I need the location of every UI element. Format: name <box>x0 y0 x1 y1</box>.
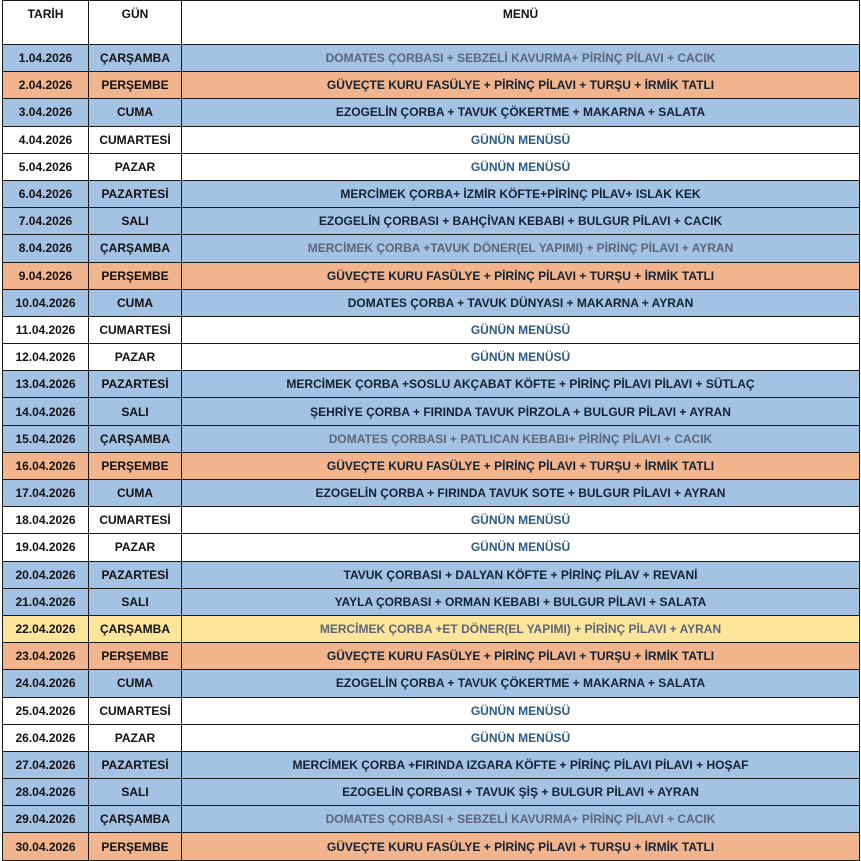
cell-date: 24.04.2026 <box>3 670 89 697</box>
cell-date: 16.04.2026 <box>3 452 89 479</box>
cell-date: 8.04.2026 <box>3 235 89 262</box>
table-row <box>3 235 860 262</box>
cell-menu: MERCİMEK ÇORBA +ET DÖNER(EL YAPIMI) + PİRİNÇ PİLAVI + AYRAN <box>182 615 860 642</box>
cell-day: ÇARŞAMBA <box>89 45 182 72</box>
table-row <box>3 371 860 398</box>
cell-menu: GÜNÜN MENÜSÜ <box>182 153 860 180</box>
cell-menu: GÜNÜN MENÜSÜ <box>182 697 860 724</box>
table-row <box>3 751 860 778</box>
cell-menu: MERCİMEK ÇORBA +SOSLU AKÇABAT KÖFTE + PİRİNÇ PİLAVI PİLAVI + SÜTLAÇ <box>182 371 860 398</box>
table-row <box>3 724 860 751</box>
table-row <box>3 72 860 99</box>
cell-date: 19.04.2026 <box>3 534 89 561</box>
cell-menu: GÜVEÇTE KURU FASÜLYE + PİRİNÇ PİLAVI + TURŞU + İRMİK TATLI <box>182 72 860 99</box>
cell-menu: MERCİMEK ÇORBA+ İZMİR KÖFTE+PİRİNÇ PİLAV+ ISLAK KEK <box>182 180 860 207</box>
table-row <box>3 126 860 153</box>
cell-menu: EZOGELİN ÇORBA + FIRINDA TAVUK SOTE + BULGUR PİLAVI + AYRAN <box>182 480 860 507</box>
cell-menu: GÜNÜN MENÜSÜ <box>182 724 860 751</box>
table-row <box>3 833 860 860</box>
cell-day: PAZAR <box>89 534 182 561</box>
cell-menu: MERCİMEK ÇORBA +FIRINDA IZGARA KÖFTE + PİRİNÇ PİLAVI PİLAVI + HOŞAF <box>182 751 860 778</box>
cell-date: 7.04.2026 <box>3 208 89 235</box>
header-date: TARİH <box>3 1 89 45</box>
cell-menu: YAYLA ÇORBASI + ORMAN KEBABI + BULGUR PİLAVI + SALATA <box>182 588 860 615</box>
table-row <box>3 480 860 507</box>
table-row <box>3 45 860 72</box>
cell-date: 12.04.2026 <box>3 344 89 371</box>
cell-menu: DOMATES ÇORBA + TAVUK DÜNYASI + MAKARNA + AYRAN <box>182 289 860 316</box>
cell-day: SALI <box>89 779 182 806</box>
cell-day: CUMA <box>89 289 182 316</box>
cell-date: 17.04.2026 <box>3 480 89 507</box>
cell-day: PAZARTESİ <box>89 371 182 398</box>
cell-date: 3.04.2026 <box>3 99 89 126</box>
menu-rows <box>3 45 860 861</box>
menu-table <box>2 0 860 861</box>
table-row <box>3 99 860 126</box>
cell-day: ÇARŞAMBA <box>89 806 182 833</box>
cell-menu: DOMATES ÇORBASI + SEBZELİ KAVURMA+ PİRİNÇ PİLAVI + CACIK <box>182 45 860 72</box>
table-row <box>3 534 860 561</box>
cell-day: SALI <box>89 208 182 235</box>
cell-date: 4.04.2026 <box>3 126 89 153</box>
table-row <box>3 262 860 289</box>
cell-menu: TAVUK ÇORBASI + DALYAN KÖFTE + PİRİNÇ PİLAV + REVANİ <box>182 561 860 588</box>
cell-day: PERŞEMBE <box>89 452 182 479</box>
cell-menu: DOMATES ÇORBASI + SEBZELİ KAVURMA+ PİRİNÇ PİLAVI + CACIK <box>182 806 860 833</box>
cell-menu: GÜVEÇTE KURU FASÜLYE + PİRİNÇ PİLAVI + TURŞU + İRMİK TATLI <box>182 262 860 289</box>
cell-date: 15.04.2026 <box>3 425 89 452</box>
table-row <box>3 180 860 207</box>
cell-menu: GÜNÜN MENÜSÜ <box>182 344 860 371</box>
table-row <box>3 779 860 806</box>
cell-menu: GÜVEÇTE KURU FASÜLYE + PİRİNÇ PİLAVI + TURŞU + İRMİK TATLI <box>182 452 860 479</box>
table-row <box>3 561 860 588</box>
table-row <box>3 507 860 534</box>
cell-date: 27.04.2026 <box>3 751 89 778</box>
cell-day: PAZARTESİ <box>89 561 182 588</box>
cell-day: CUMARTESİ <box>89 697 182 724</box>
cell-date: 23.04.2026 <box>3 643 89 670</box>
table-row <box>3 208 860 235</box>
cell-menu: GÜVEÇTE KURU FASÜLYE + PİRİNÇ PİLAVI + TURŞU + İRMİK TATLI <box>182 643 860 670</box>
cell-date: 28.04.2026 <box>3 779 89 806</box>
cell-menu: GÜNÜN MENÜSÜ <box>182 316 860 343</box>
cell-day: PAZAR <box>89 724 182 751</box>
cell-menu: GÜNÜN MENÜSÜ <box>182 507 860 534</box>
cell-date: 2.04.2026 <box>3 72 89 99</box>
cell-menu: GÜNÜN MENÜSÜ <box>182 126 860 153</box>
cell-day: PERŞEMBE <box>89 643 182 670</box>
table-row <box>3 615 860 642</box>
cell-menu: ŞEHRİYE ÇORBA + FIRINDA TAVUK PİRZOLA + BULGUR PİLAVI + AYRAN <box>182 398 860 425</box>
cell-date: 14.04.2026 <box>3 398 89 425</box>
cell-date: 11.04.2026 <box>3 316 89 343</box>
cell-date: 13.04.2026 <box>3 371 89 398</box>
cell-menu: GÜVEÇTE KURU FASÜLYE + PİRİNÇ PİLAVI + TURŞU + İRMİK TATLI <box>182 833 860 860</box>
cell-menu: EZOGELİN ÇORBASI + TAVUK ŞİŞ + BULGUR PİLAVI + AYRAN <box>182 779 860 806</box>
cell-day: PAZARTESİ <box>89 751 182 778</box>
cell-date: 10.04.2026 <box>3 289 89 316</box>
header-menu: MENÜ <box>182 1 860 45</box>
cell-date: 5.04.2026 <box>3 153 89 180</box>
cell-menu: EZOGELİN ÇORBA + TAVUK ÇÖKERTME + MAKARNA + SALATA <box>182 99 860 126</box>
table-row <box>3 316 860 343</box>
cell-day: CUMA <box>89 480 182 507</box>
cell-date: 20.04.2026 <box>3 561 89 588</box>
table-row <box>3 806 860 833</box>
cell-date: 18.04.2026 <box>3 507 89 534</box>
table-row <box>3 643 860 670</box>
cell-day: CUMARTESİ <box>89 507 182 534</box>
cell-day: SALI <box>89 398 182 425</box>
table-row <box>3 398 860 425</box>
cell-date: 22.04.2026 <box>3 615 89 642</box>
cell-menu: DOMATES ÇORBASI + PATLICAN KEBABI+ PİRİNÇ PİLAVI + CACIK <box>182 425 860 452</box>
cell-date: 9.04.2026 <box>3 262 89 289</box>
cell-day: CUMA <box>89 670 182 697</box>
table-row <box>3 153 860 180</box>
cell-day: CUMA <box>89 99 182 126</box>
cell-day: SALI <box>89 588 182 615</box>
cell-day: PERŞEMBE <box>89 72 182 99</box>
cell-menu: MERCİMEK ÇORBA +TAVUK DÖNER(EL YAPIMI) + PİRİNÇ PİLAVI + AYRAN <box>182 235 860 262</box>
table-row <box>3 425 860 452</box>
cell-day: ÇARŞAMBA <box>89 615 182 642</box>
cell-date: 25.04.2026 <box>3 697 89 724</box>
cell-menu: EZOGELİN ÇORBA + TAVUK ÇÖKERTME + MAKARNA + SALATA <box>182 670 860 697</box>
cell-menu: EZOGELİN ÇORBASI + BAHÇİVAN KEBABI + BULGUR PİLAVI + CACIK <box>182 208 860 235</box>
cell-day: PAZAR <box>89 344 182 371</box>
cell-date: 6.04.2026 <box>3 180 89 207</box>
table-row <box>3 452 860 479</box>
cell-day: ÇARŞAMBA <box>89 425 182 452</box>
table-row <box>3 670 860 697</box>
cell-date: 21.04.2026 <box>3 588 89 615</box>
cell-date: 26.04.2026 <box>3 724 89 751</box>
header-day: GÜN <box>89 1 182 45</box>
table-row <box>3 697 860 724</box>
cell-day: PAZARTESİ <box>89 180 182 207</box>
cell-day: PERŞEMBE <box>89 262 182 289</box>
cell-menu: GÜNÜN MENÜSÜ <box>182 534 860 561</box>
cell-day: CUMARTESİ <box>89 316 182 343</box>
cell-day: CUMARTESİ <box>89 126 182 153</box>
cell-day: ÇARŞAMBA <box>89 235 182 262</box>
table-row <box>3 344 860 371</box>
table-row <box>3 588 860 615</box>
cell-date: 30.04.2026 <box>3 833 89 860</box>
cell-date: 29.04.2026 <box>3 806 89 833</box>
header-row <box>3 1 860 45</box>
cell-date: 1.04.2026 <box>3 45 89 72</box>
table-row <box>3 289 860 316</box>
cell-day: PERŞEMBE <box>89 833 182 860</box>
cell-day: PAZAR <box>89 153 182 180</box>
